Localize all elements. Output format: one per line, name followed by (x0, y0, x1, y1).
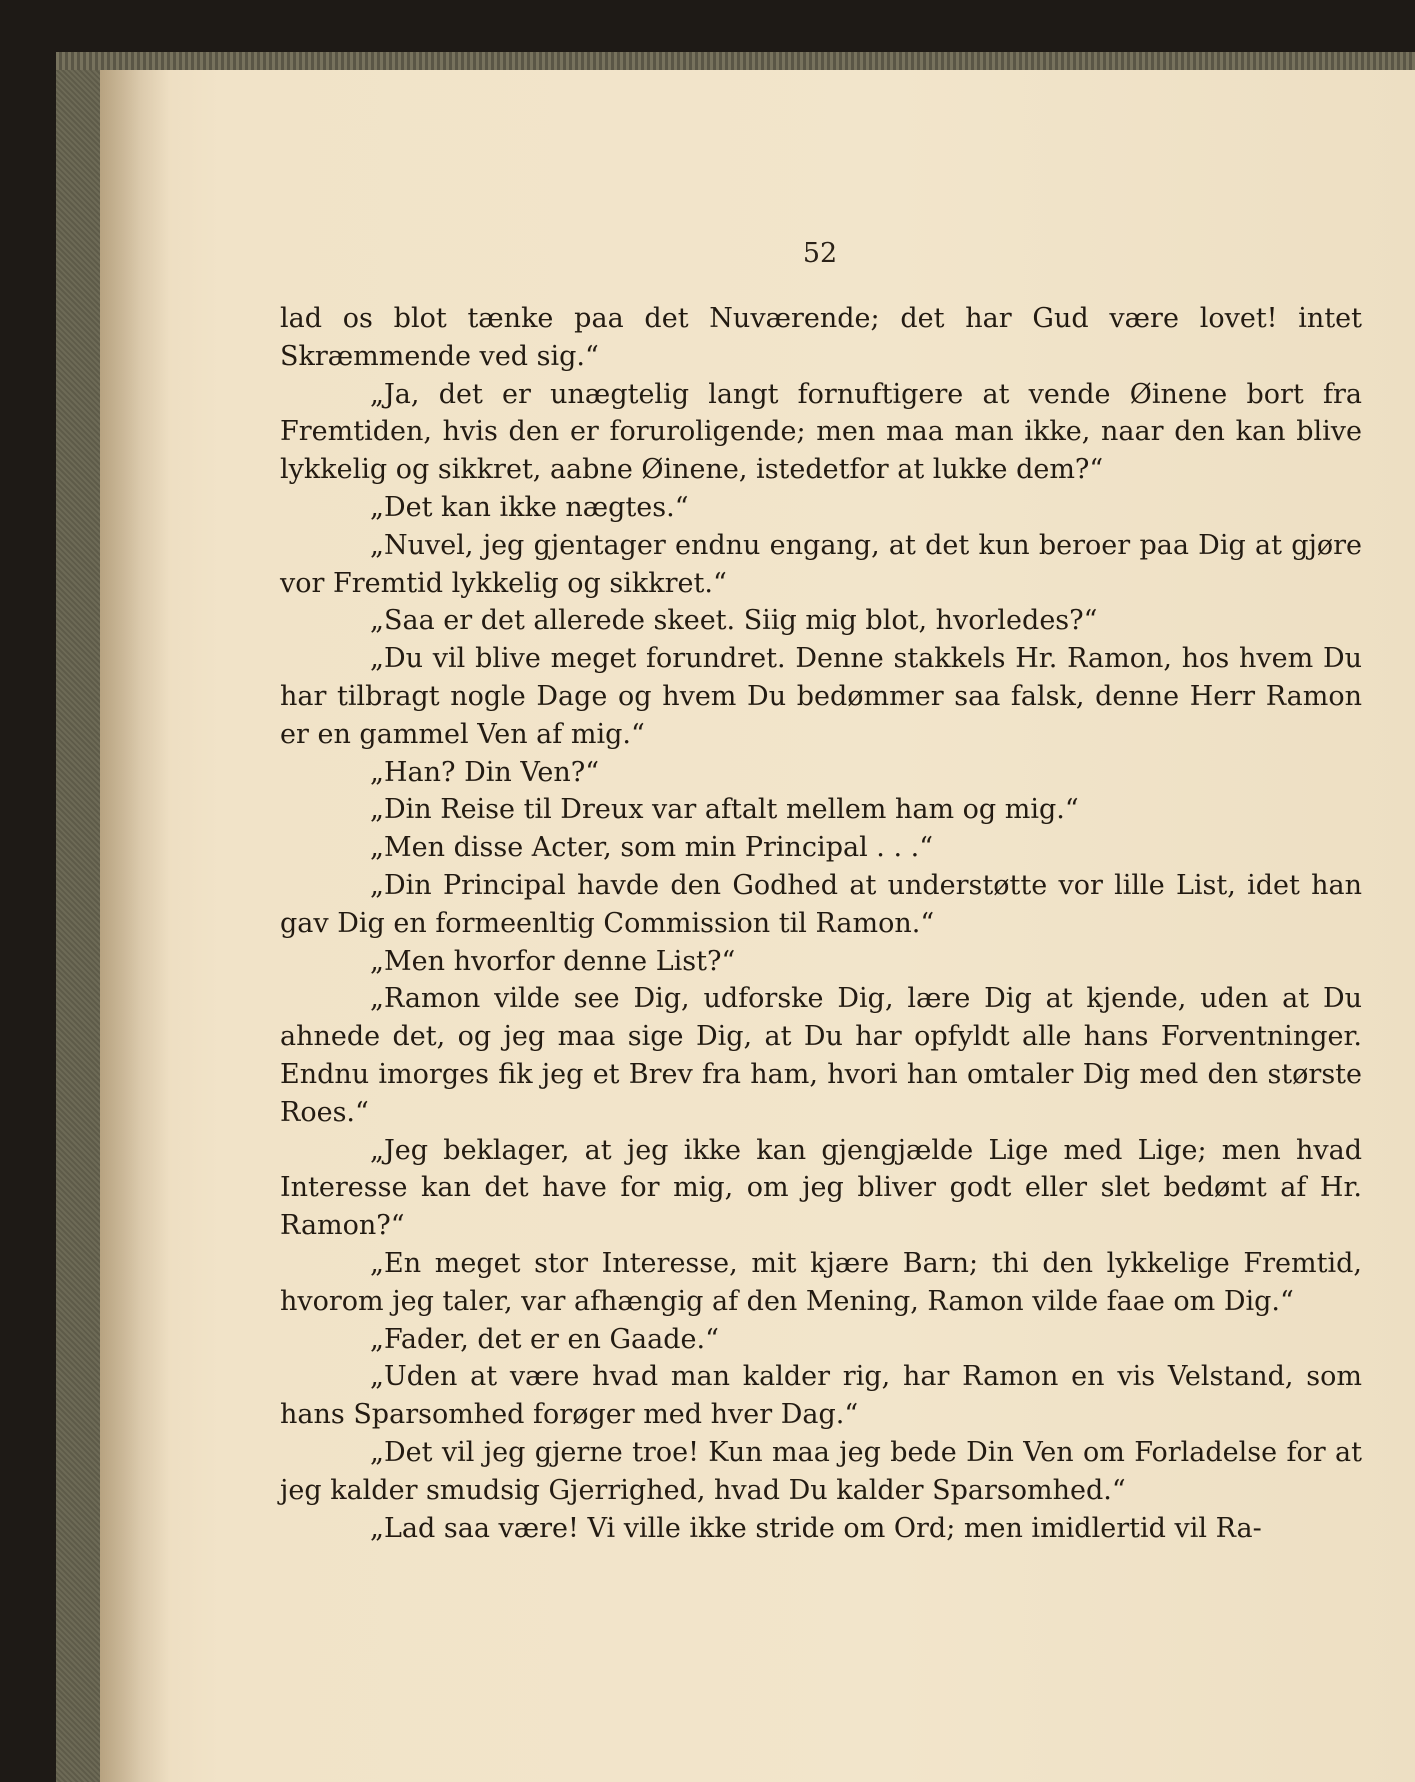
paragraph: lad os blot tænke paa det Nuværende; det har Gud være lovet! intet Skræmmende ved sig.“ (280, 303, 1362, 372)
paragraph: „Din Principal havde den Godhed at understøtte vor lille List, idet han gav Dig en formeenltig Commission til Ramon.“ (280, 869, 1362, 939)
book-cover-edge (56, 52, 1415, 70)
paragraph: „Det vil jeg gjerne troe! Kun maa jeg bede Din Ven om Forladelse for at jeg kalder smudsig Gjerrighed, hvad Du kalder Sparsomhed.“ (280, 1436, 1362, 1506)
body-text (280, 300, 1362, 1547)
paragraph: „Uden at være hvad man kalder rig, har Ramon en vis Velstand, som hans Sparsomhed forøger med hver Dag.“ (280, 1361, 1362, 1431)
paragraph: „En meget stor Interesse, mit kjære Barn; thi den lykkelige Fremtid, hvorom jeg taler, var afhængig af den Mening, Ramon vilde faae om Dig.“ (280, 1247, 1362, 1317)
paragraph: „Lad saa være! Vi ville ikke stride om Ord; men imidlertid vil Ra- (370, 1512, 1262, 1544)
paragraph: „Han? Din Ven?“ (370, 756, 599, 788)
paragraph: „Fader, det er en Gaade.“ (370, 1323, 719, 1355)
paragraph: „Du vil blive meget forundret. Denne stakkels Hr. Ramon, hos hvem Du har tilbragt nogle Dage og hvem Du bedømmer saa falsk, denne Herr Ramon er en gammel Ven af mig.“ (280, 643, 1362, 750)
page-gutter-shadow (100, 70, 170, 1782)
paragraph: „Ja, det er unægtelig langt fornuftigere at vende Øinene bort fra Fremtiden, hvis den er foruroligende; men maa man ikke, naar den kan blive lykkelig og sikkret, aabne Øinene, istedetfor at lukke dem?“ (280, 378, 1362, 486)
paragraph: „Men disse Acter, som min Principal . . .“ (370, 832, 934, 864)
paragraph: „Det kan ikke nægtes.“ (370, 491, 689, 523)
paragraph: „Nuvel, jeg gjentager endnu engang, at det kun beroer paa Dig at gjøre vor Fremtid lykkelig og sikkret.“ (280, 529, 1362, 599)
paragraph: „Din Reise til Dreux var aftalt mellem ham og mig.“ (370, 794, 1079, 826)
paragraph: „Men hvorfor denne List?“ (370, 945, 736, 977)
paragraph: „Saa er det allerede skeet. Siig mig blot, hvorledes?“ (370, 605, 1098, 637)
page-number: 52 (802, 238, 838, 269)
paragraph: „Jeg beklager, at jeg ikke kan gjengjælde Lige med Lige; men hvad Interesse kan det have for mig, om jeg bliver godt eller slet bedømt af Hr. Ramon?“ (280, 1134, 1362, 1242)
paragraph: „Ramon vilde see Dig, udforske Dig, lære Dig at kjende, uden at Du ahnede det, og jeg maa sige Dig, at Du har opfyldt alle hans Forventninger. Endnu imorges fik jeg et Brev fra ham, hvori han omtaler Dig med den største Roes.“ (280, 983, 1362, 1128)
